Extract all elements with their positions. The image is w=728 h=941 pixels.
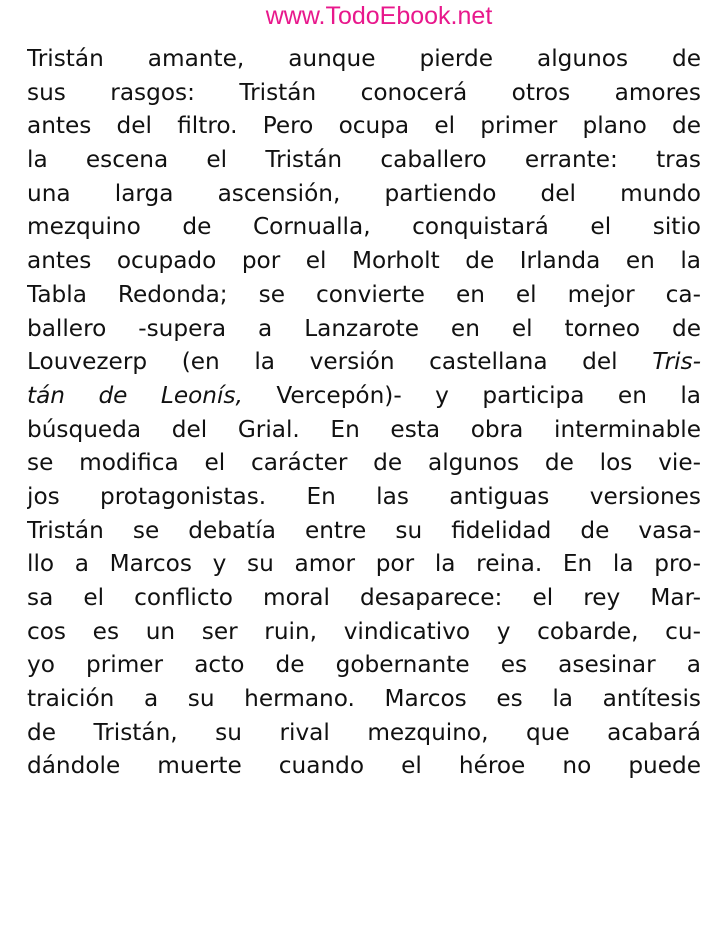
body-text (27, 42, 701, 783)
text-line: cos es un ser ruin, vindicativo y cobarde, cu- (27, 617, 701, 645)
site-url[interactable]: www.TodoEbook.net (265, 2, 493, 30)
text-line: jos protagonistas. En las antiguas versiones (27, 482, 701, 510)
italic-title-fragment: Tris- (652, 348, 701, 376)
text-line: Tabla Redonda; se convierte en el mejor ca- (27, 280, 701, 308)
text-line: sus rasgos: Tristán conocerá otros amores (27, 78, 701, 106)
text-line: mezquino de Cornualla, conquistará el sitio (27, 213, 701, 241)
text-line: ballero -supera a Lanzarote en el torneo de (27, 314, 701, 342)
text-line: Tristán se debatía entre su fidelidad de vasa- (27, 516, 701, 544)
text-line: dándole muerte cuando el héroe no puede (27, 752, 701, 780)
text-line: llo a Marcos y su amor por la reina. En la pro- (27, 550, 701, 578)
text-line: Louvezerp (en la versión castellana del Tris- (27, 348, 701, 376)
text-line: una larga ascensión, partiendo del mundo (27, 179, 701, 207)
text-line: tán de Leonís, Vercepón)- y participa en la (27, 381, 701, 409)
text-line: yo primer acto de gobernante es asesinar a (27, 651, 701, 679)
site-watermark-header[interactable] (0, 0, 728, 34)
text-line: la escena el Tristán caballero errante: tras (27, 146, 701, 174)
text-line: traición a su hermano. Marcos es la antítesis (27, 685, 701, 713)
text-line: búsqueda del Grial. En esta obra interminable (27, 415, 701, 443)
text-line: antes del filtro. Pero ocupa el primer plano de (27, 112, 701, 140)
italic-title-fragment: tán de Leonís, (27, 381, 243, 409)
text-line: Tristán amante, aunque pierde algunos de (27, 45, 701, 72)
text-line: sa el conflicto moral desaparece: el rey Mar- (27, 584, 701, 611)
text-line: antes ocupado por el Morholt de Irlanda en la (27, 247, 701, 275)
text-line: de Tristán, su rival mezquino, que acabará (27, 718, 701, 746)
text-line: se modifica el carácter de algunos de los vie- (27, 449, 701, 477)
